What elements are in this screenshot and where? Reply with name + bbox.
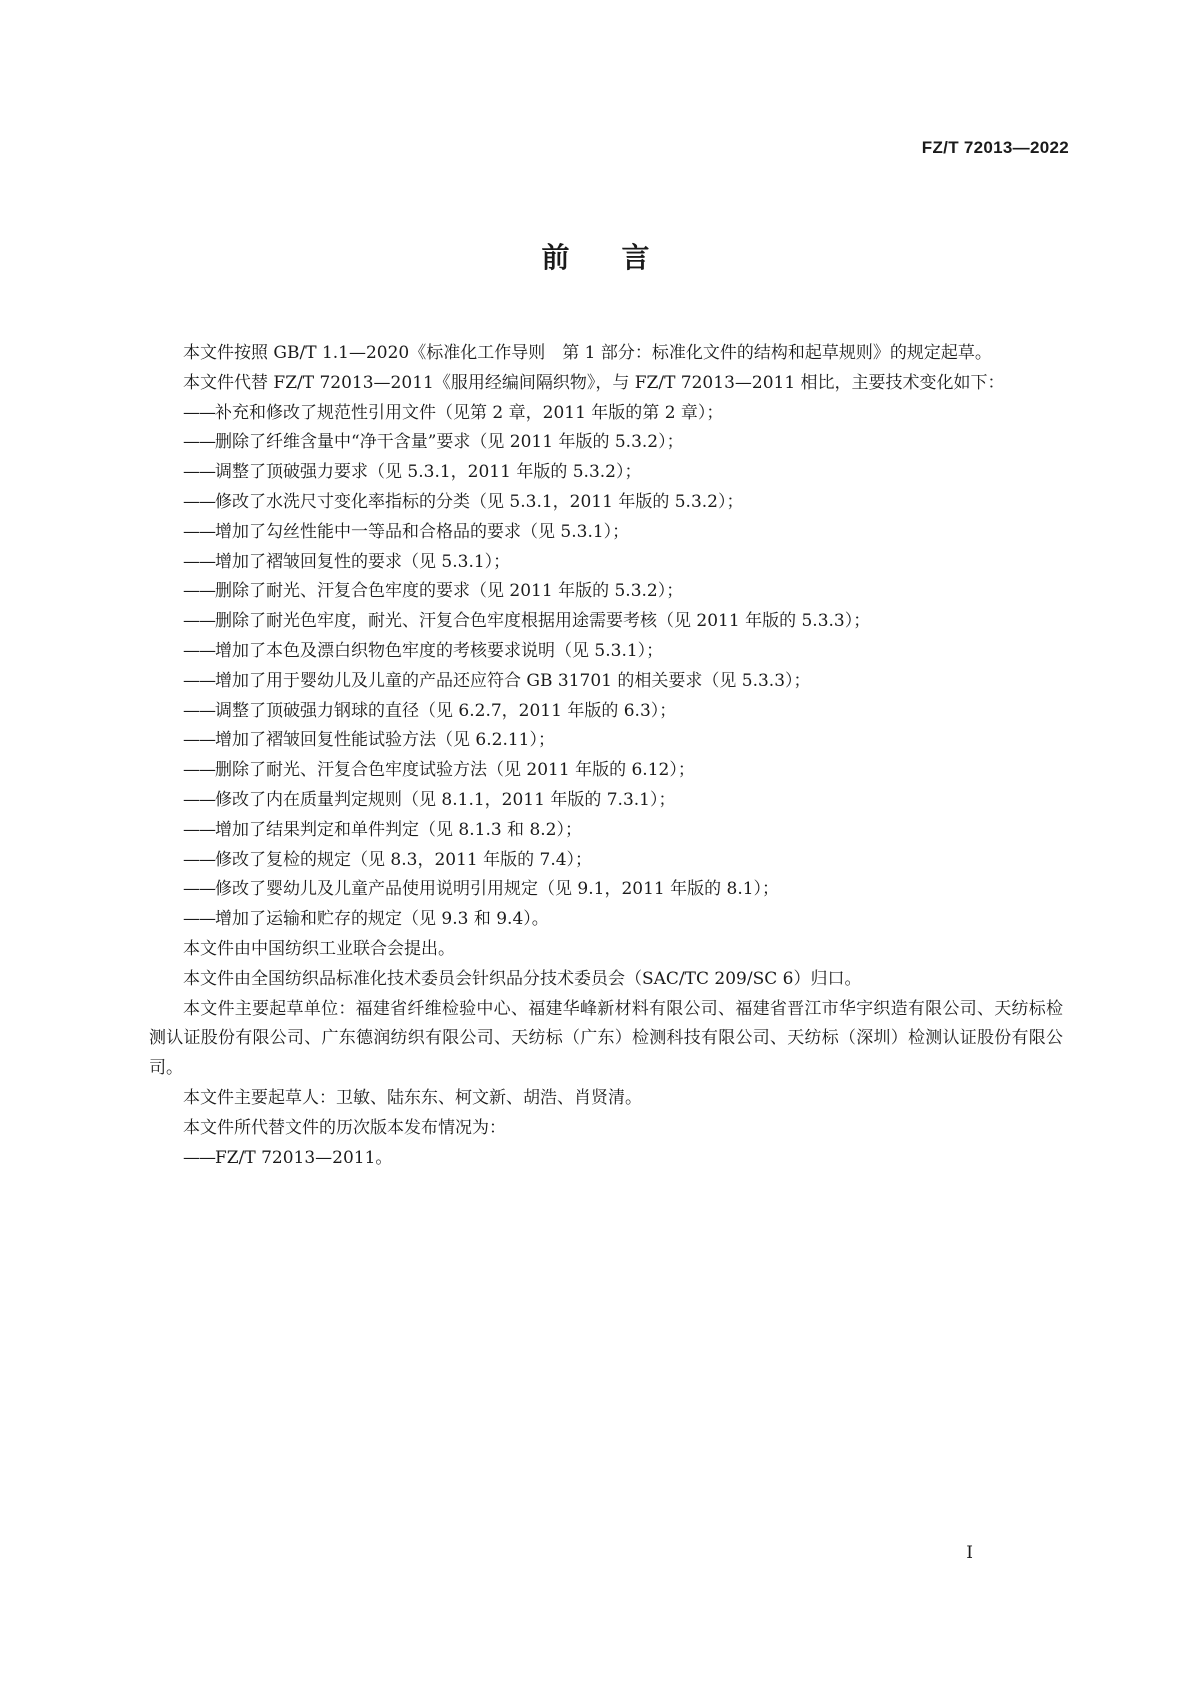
list-item-text: 修改了内在质量判定规则（见 8.1.1，2011 年版的 7.3.1）；: [215, 789, 676, 810]
list-item-text: 增加了勾丝性能中一等品和合格品的要求（见 5.3.1）；: [215, 521, 630, 542]
dash-marker: ——: [183, 700, 215, 721]
list-item: [149, 577, 1063, 607]
technical-changes-list: [149, 399, 1063, 935]
dash-marker: ——: [183, 819, 215, 840]
list-item: [149, 875, 1063, 905]
dash-marker: ——: [183, 879, 215, 900]
intro-paragraph: 本文件按照 GB/T 1.1—2020《标准化工作导则 第 1 部分：标准化文件的结构和起草规则》的规定起草。: [183, 343, 992, 363]
committee-paragraph: 本文件由全国纺织品标准化技术委员会针织品分技术委员会（SAC/TC 209/SC 6）归口。: [183, 968, 862, 989]
dash-marker: ——: [183, 640, 215, 661]
list-item: [149, 756, 1063, 786]
list-item: [149, 637, 1063, 667]
list-item-text: 增加了结果判定和单件判定（见 8.1.3 和 8.2）；: [215, 819, 583, 840]
list-item: [149, 548, 1063, 578]
dash-marker: ——: [183, 521, 215, 542]
list-item-text: 增加了运输和贮存的规定（见 9.3 和 9.4）。: [215, 909, 549, 930]
list-item-text: 修改了复检的规定（见 8.3，2011 年版的 7.4）；: [215, 849, 593, 870]
list-item-text: FZ/T 72013—2011。: [215, 1147, 393, 1168]
proposer-paragraph: 本文件由中国纺织工业联合会提出。: [183, 938, 455, 959]
list-item-text: 增加了褶皱回复性能试验方法（见 6.2.11）；: [215, 730, 555, 751]
dash-marker: ——: [183, 551, 215, 572]
list-item-text: 增加了褶皱回复性的要求（见 5.3.1）；: [215, 551, 511, 572]
dash-marker: ——: [183, 1147, 215, 1168]
standard-code: FZ/T 72013—2022: [921, 138, 1069, 157]
dash-marker: ——: [183, 730, 215, 751]
page-number: I: [966, 1543, 973, 1563]
dash-marker: ——: [183, 849, 215, 870]
list-item-text: 删除了耐光、汗复合色牢度的要求（见 2011 年版的 5.3.2）；: [215, 581, 684, 602]
list-item: [149, 667, 1063, 697]
list-item: [149, 786, 1063, 816]
list-item-text: 补充和修改了规范性引用文件（见第 2 章，2011 年版的第 2 章）；: [215, 402, 724, 423]
dash-marker: ——: [183, 611, 215, 632]
list-item-text: 删除了耐光、汗复合色牢度试验方法（见 2011 年版的 6.12）；: [215, 760, 695, 781]
dash-marker: ——: [183, 670, 215, 691]
list-item-text: 调整了顶破强力钢球的直径（见 6.2.7，2011 年版的 6.3）；: [215, 700, 677, 721]
dash-marker: ——: [183, 402, 215, 423]
version-history-list: [149, 1144, 1063, 1174]
list-item-text: 调整了顶破强力要求（见 5.3.1，2011 年版的 5.3.2）；: [215, 462, 642, 483]
dash-marker: ——: [183, 581, 215, 602]
list-item: [149, 697, 1063, 727]
list-item: [149, 428, 1063, 458]
page-title: 前言: [541, 241, 702, 274]
list-item-text: 修改了水洗尺寸变化率指标的分类（见 5.3.1，2011 年版的 5.3.2）；: [215, 491, 744, 512]
list-item-text: 增加了本色及漂白织物色牢度的考核要求说明（见 5.3.1）；: [215, 640, 664, 661]
list-item: [149, 518, 1063, 548]
list-item: [149, 726, 1063, 756]
list-item: [149, 1144, 1063, 1174]
dash-marker: ——: [183, 491, 215, 512]
dash-marker: ——: [183, 760, 215, 781]
dash-marker: ——: [183, 462, 215, 483]
list-item-text: 增加了用于婴幼儿及儿童的产品还应符合 GB 31701 的相关要求（见 5.3.3）；: [215, 670, 811, 691]
dash-marker: ——: [183, 789, 215, 810]
list-item: [149, 816, 1063, 846]
drafters-paragraph: 本文件主要起草人：卫敏、陆东东、柯文新、胡浩、肖贤清。: [183, 1087, 642, 1108]
list-item-text: 删除了耐光色牢度，耐光、汗复合色牢度根据用途需要考核（见 2011 年版的 5.3.3）；: [215, 611, 871, 632]
dash-marker: ——: [183, 909, 215, 930]
history-intro-paragraph: 本文件所代替文件的历次版本发布情况为：: [183, 1117, 506, 1138]
list-item: [149, 905, 1063, 935]
list-item: [149, 399, 1063, 429]
list-item: [149, 846, 1063, 876]
drafting-units-paragraph: 本文件主要起草单位：福建省纤维检验中心、福建华峰新材料有限公司、福建省晋江市华宇织造有限公司、天纺标检测认证股份有限公司、广东德润纺织有限公司、天纺标（广东）检测科技有限公司、天纺标（深圳）检测认证股份有限公司。: [149, 998, 1063, 1079]
list-item: [149, 607, 1063, 637]
list-item-text: 删除了纤维含量中“净干含量”要求（见 2011 年版的 5.3.2）；: [215, 432, 684, 453]
list-item-text: 修改了婴幼儿及儿童产品使用说明引用规定（见 9.1，2011 年版的 8.1）；: [215, 879, 780, 900]
intro-paragraph: 本文件代替 FZ/T 72013—2011《服用经编间隔织物》，与 FZ/T 72013—2011 相比，主要技术变化如下：: [183, 372, 1005, 393]
list-item: [149, 458, 1063, 488]
document-body: [149, 339, 1063, 1173]
list-item: [149, 488, 1063, 518]
dash-marker: ——: [183, 432, 215, 453]
